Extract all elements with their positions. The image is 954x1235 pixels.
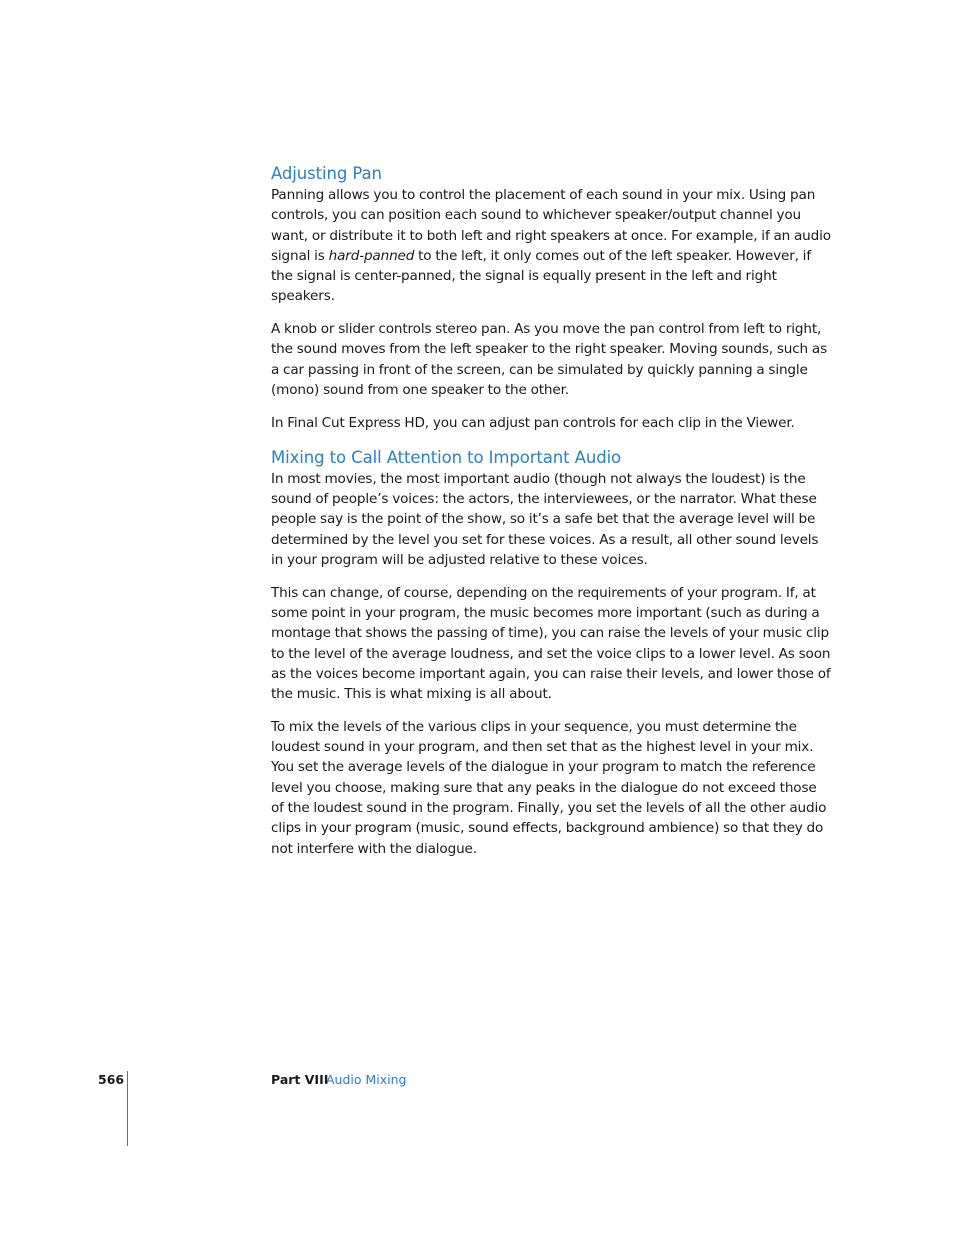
paragraph bbox=[271, 185, 831, 307]
page-number: 566 bbox=[98, 1072, 125, 1087]
section-heading-adjusting-pan: Adjusting Pan bbox=[271, 164, 382, 183]
page-content bbox=[271, 163, 831, 859]
paragraph: In most movies, the most important audio (though not always the loudest) is the sound of people’s voices: the actors, the interviewees, or the narrator. What these people say is the point of the show, so it’s a safe bet that the average level will be determined by the level you set for these voices. As a result, all other sound levels in your program will be adjusted relative to these voices. bbox=[271, 470, 819, 569]
section-heading-mixing: Mixing to Call Attention to Important Audio bbox=[271, 447, 622, 467]
paragraph: This can change, of course, depending on the requirements of your program. If, at some point in your program, the music becomes more important (such as during a montage that shows the passing of time), you can raise the levels of your music clip to the level of the average loudness, and set the voice clips to a lower level. As soon as the voices become important again, you can raise their levels, and lower those of the music. This is what mixing is all about. bbox=[271, 584, 831, 703]
footer-part-label: Part VIII bbox=[271, 1072, 329, 1087]
footer-divider bbox=[127, 1071, 128, 1146]
paragraph: To mix the levels of the various clips in your sequence, you must determine the loudest sound in your program, and then set that as the highest level in your mix. You set the average levels of the dialogue in your program to match the reference level you choose, making sure that any peaks in the dialogue do not exceed those of the loudest sound in the program. Finally, you set the levels of all the other audio clips in your program (music, sound effects, background ambience) so that they do not interfere with the dialogue. bbox=[271, 718, 827, 857]
paragraph: In Final Cut Express HD, you can adjust pan controls for each clip in the Viewer. bbox=[271, 414, 795, 431]
paragraph-text: Panning allows you to control the placement of each sound in your mix. Using pan controls, you can position each sound to whichever speaker/output channel you want, or distribute it to both left and right speakers at once. For example, if an audio signal is bbox=[271, 187, 831, 264]
footer-chapter-title: Audio Mixing bbox=[326, 1072, 407, 1087]
paragraph: A knob or slider controls stereo pan. As you move the pan control from left to right, the sound moves from the left speaker to the right speaker. Moving sounds, such as a car passing in front of the screen, can be simulated by quickly panning a single (mono) sound from one speaker to the other. bbox=[271, 321, 828, 398]
emphasis-term: hard-panned bbox=[328, 247, 415, 264]
paragraph-text: to the left, it only comes out of the left speaker. However, if the signal is center-panned, the signal is equally present in the left and right speakers. bbox=[271, 247, 811, 305]
